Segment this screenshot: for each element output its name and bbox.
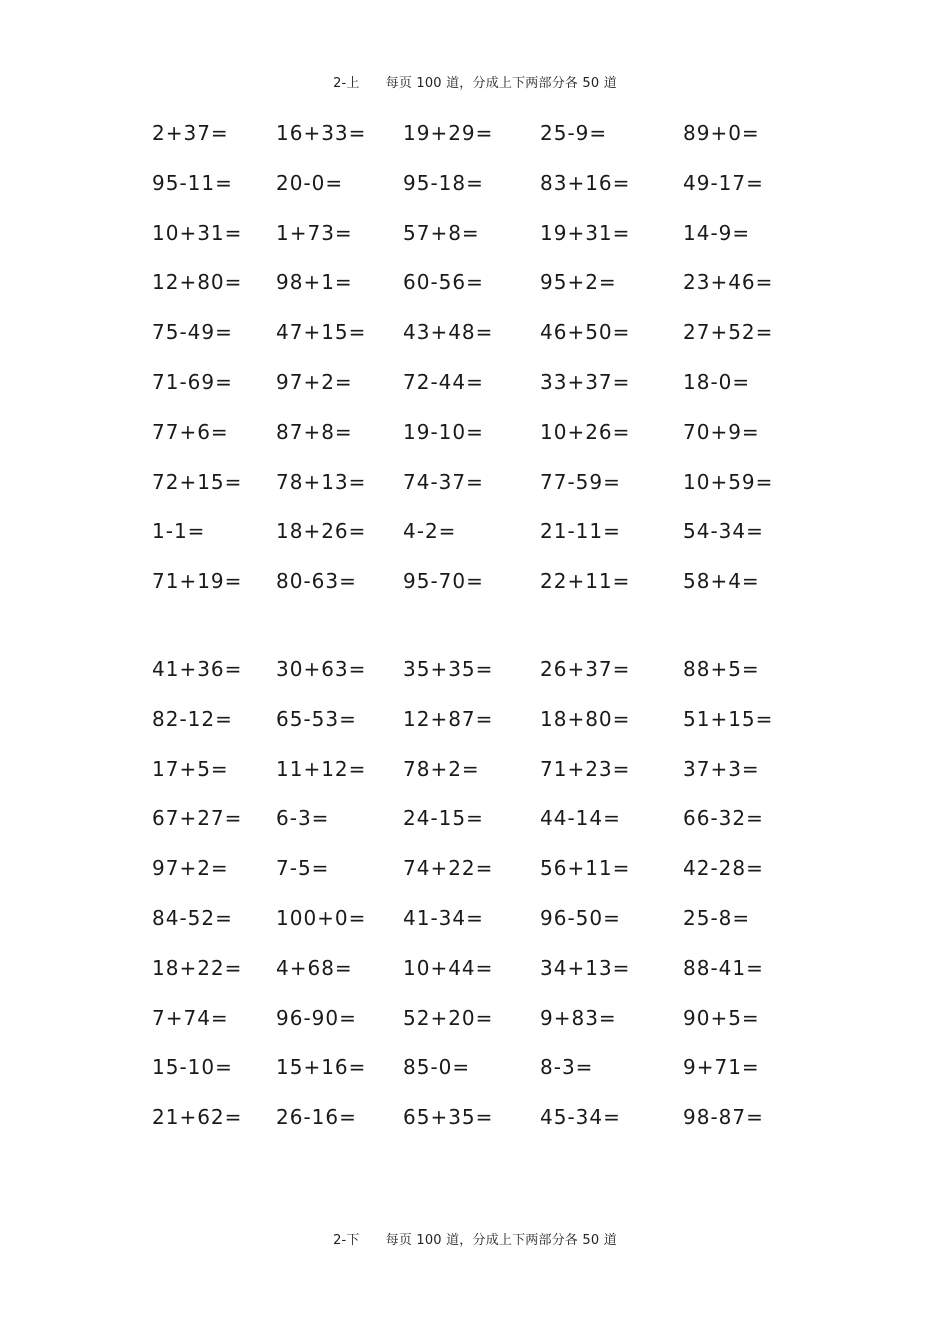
math-problem: 10+31= — [152, 220, 243, 245]
problem-row — [0, 270, 950, 320]
math-problem: 23+46= — [683, 270, 774, 295]
math-problem: 89+0= — [683, 121, 760, 145]
page-header — [0, 72, 950, 91]
math-problem: 18+80= — [540, 706, 631, 731]
math-problem: 90+5= — [683, 1005, 760, 1030]
math-problem: 98+1= — [276, 270, 353, 295]
header-text: 每页 100 道，分成上下两部分各 50 道 — [385, 76, 617, 91]
math-problem: 95-11= — [152, 170, 233, 195]
math-problem: 56+11= — [540, 856, 631, 881]
math-problem: 41-34= — [403, 905, 484, 930]
math-problem: 97+2= — [276, 369, 353, 394]
math-problem: 30+63= — [276, 657, 367, 681]
problem-row — [0, 806, 950, 856]
math-problem: 54-34= — [683, 519, 764, 544]
problem-row — [0, 470, 950, 520]
math-problem: 7-5= — [276, 856, 330, 881]
math-problem: 18-0= — [683, 369, 751, 394]
math-problem: 20-0= — [276, 170, 344, 195]
math-problem: 4-2= — [403, 519, 457, 544]
math-problem: 18+26= — [276, 519, 367, 544]
math-problem: 21-11= — [540, 519, 621, 544]
math-problem: 100+0= — [276, 905, 367, 930]
math-problem: 11+12= — [276, 756, 367, 781]
math-problem: 6-3= — [276, 806, 330, 831]
math-problem: 10+44= — [403, 955, 494, 980]
problem-row — [0, 956, 950, 1006]
math-problem: 10+26= — [540, 419, 631, 444]
math-problem: 77-59= — [540, 469, 621, 494]
math-problem: 85-0= — [403, 1055, 471, 1080]
problem-row — [0, 906, 950, 956]
math-problem: 58+4= — [683, 569, 760, 594]
math-problem: 26+37= — [540, 657, 631, 681]
math-problem: 71+23= — [540, 756, 631, 781]
math-problem: 1-1= — [152, 519, 206, 544]
math-problem: 44-14= — [540, 806, 621, 831]
math-problem: 25-9= — [540, 121, 608, 145]
math-problem: 65+35= — [403, 1105, 494, 1130]
math-problem: 26-16= — [276, 1105, 357, 1130]
problem-row — [0, 569, 950, 619]
math-problem: 17+5= — [152, 756, 229, 781]
math-problem: 37+3= — [683, 756, 760, 781]
problem-row — [0, 320, 950, 370]
math-problem: 80-63= — [276, 569, 357, 594]
math-problem: 9+71= — [683, 1055, 760, 1080]
math-problem: 25-8= — [683, 905, 751, 930]
math-problem: 67+27= — [152, 806, 243, 831]
problem-row — [0, 121, 950, 171]
problem-row — [0, 519, 950, 569]
math-problem: 95-18= — [403, 170, 484, 195]
math-problem: 19+31= — [540, 220, 631, 245]
footer-text: 每页 100 道，分成上下两部分各 50 道 — [385, 1233, 617, 1248]
math-problem: 42-28= — [683, 856, 764, 881]
math-problem: 12+80= — [152, 270, 243, 295]
math-problem: 96-90= — [276, 1005, 357, 1030]
problem-row — [0, 856, 950, 906]
problem-row — [0, 370, 950, 420]
math-problem: 10+59= — [683, 469, 774, 494]
problem-row — [0, 707, 950, 757]
problem-row — [0, 757, 950, 807]
top-problem-grid — [0, 121, 950, 619]
math-problem: 45-34= — [540, 1105, 621, 1130]
math-problem: 9+83= — [540, 1005, 617, 1030]
math-problem: 19+29= — [403, 121, 494, 145]
math-problem: 88+5= — [683, 657, 760, 681]
math-problem: 84-52= — [152, 905, 233, 930]
math-problem: 47+15= — [276, 320, 367, 345]
bottom-problem-grid — [0, 657, 950, 1155]
math-problem: 71-69= — [152, 369, 233, 394]
math-problem: 78+13= — [276, 469, 367, 494]
math-problem: 72-44= — [403, 369, 484, 394]
math-problem: 95+2= — [540, 270, 617, 295]
math-problem: 72+15= — [152, 469, 243, 494]
problem-row — [0, 1055, 950, 1105]
math-problem: 78+2= — [403, 756, 480, 781]
math-problem: 97+2= — [152, 856, 229, 881]
math-problem: 34+13= — [540, 955, 631, 980]
math-problem: 95-70= — [403, 569, 484, 594]
math-problem: 82-12= — [152, 706, 233, 731]
header-label: 2-上 — [333, 76, 360, 91]
problem-row — [0, 1006, 950, 1056]
math-problem: 96-50= — [540, 905, 621, 930]
math-problem: 88-41= — [683, 955, 764, 980]
math-problem: 71+19= — [152, 569, 243, 594]
math-problem: 15+16= — [276, 1055, 367, 1080]
page-footer — [0, 1229, 950, 1248]
math-problem: 65-53= — [276, 706, 357, 731]
math-problem: 12+87= — [403, 706, 494, 731]
math-problem: 98-87= — [683, 1105, 764, 1130]
math-problem: 1+73= — [276, 220, 353, 245]
problem-row — [0, 171, 950, 221]
math-problem: 41+36= — [152, 657, 243, 681]
math-problem: 51+15= — [683, 706, 774, 731]
math-problem: 83+16= — [540, 170, 631, 195]
math-problem: 52+20= — [403, 1005, 494, 1030]
math-problem: 21+62= — [152, 1105, 243, 1130]
math-problem: 60-56= — [403, 270, 484, 295]
math-problem: 16+33= — [276, 121, 367, 145]
math-problem: 66-32= — [683, 806, 764, 831]
math-problem: 87+8= — [276, 419, 353, 444]
math-problem: 75-49= — [152, 320, 233, 345]
math-problem: 70+9= — [683, 419, 760, 444]
math-problem: 15-10= — [152, 1055, 233, 1080]
math-problem: 33+37= — [540, 369, 631, 394]
math-problem: 77+6= — [152, 419, 229, 444]
math-problem: 4+68= — [276, 955, 353, 980]
math-problem: 74-37= — [403, 469, 484, 494]
problem-row — [0, 1105, 950, 1155]
math-problem: 14-9= — [683, 220, 751, 245]
math-problem: 57+8= — [403, 220, 480, 245]
math-problem: 18+22= — [152, 955, 243, 980]
math-problem: 8-3= — [540, 1055, 594, 1080]
footer-label: 2-下 — [333, 1233, 360, 1248]
math-problem: 35+35= — [403, 657, 494, 681]
math-problem: 22+11= — [540, 569, 631, 594]
math-problem: 24-15= — [403, 806, 484, 831]
problem-row — [0, 657, 950, 707]
math-problem: 74+22= — [403, 856, 494, 881]
math-problem: 49-17= — [683, 170, 764, 195]
math-problem: 43+48= — [403, 320, 494, 345]
math-problem: 19-10= — [403, 419, 484, 444]
math-problem: 7+74= — [152, 1005, 229, 1030]
math-problem: 2+37= — [152, 121, 229, 145]
math-problem: 27+52= — [683, 320, 774, 345]
problem-row — [0, 221, 950, 271]
math-problem: 46+50= — [540, 320, 631, 345]
problem-row — [0, 420, 950, 470]
